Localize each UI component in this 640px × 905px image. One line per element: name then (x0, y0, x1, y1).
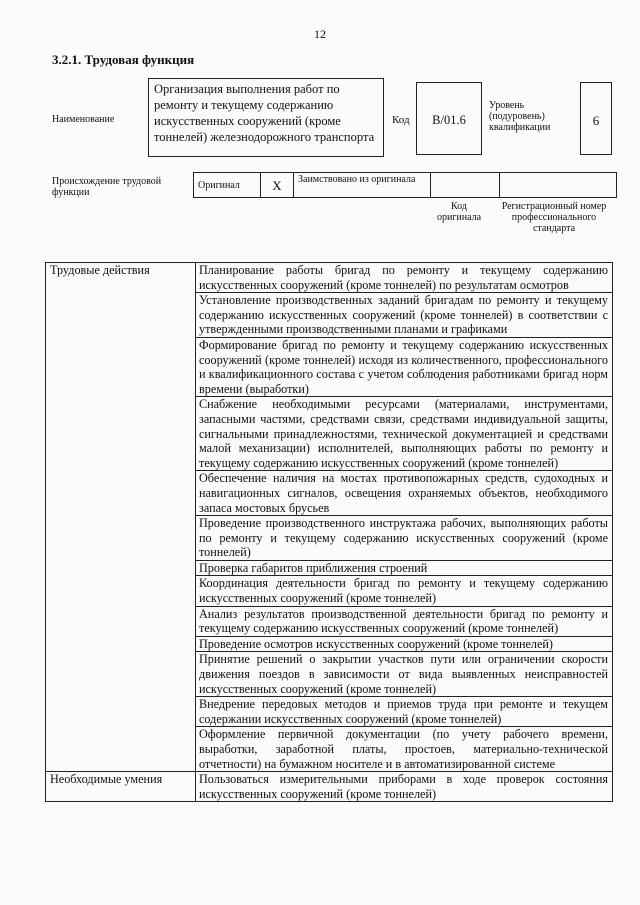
origin-reg-cell (500, 173, 617, 198)
origin-borrowed-label: Заимствовано из оригинала (294, 173, 431, 198)
skills-item: Пользоваться измерительными приборами в ходе проверок состояния искусственных сооружений (кроме тоннелей) (196, 772, 613, 802)
origin-original-label: Оригинал (194, 173, 261, 198)
origin-table (193, 172, 617, 198)
skills-row (46, 772, 613, 802)
function-name-box: Организация выполнения работ по ремонту и текущему содержанию искусственных сооружений (кроме тоннелей) железнодорожного транспорта (148, 78, 384, 157)
labor-actions-item: Проверка габаритов приближения строений (196, 560, 613, 576)
labor-actions-item: Обеспечение наличия на мостах противопожарных средств, судоходных и навигационных сигналов, освещения охраняемых объектов, необходимого запаса мостовых брусьев (196, 471, 613, 516)
labor-actions-item: Проведение осмотров искусственных сооружений (кроме тоннелей) (196, 636, 613, 652)
labor-actions-item: Снабжение необходимыми ресурсами (материалами, инструментами, запасными частями, средствами связи, средствами индивидуальной защиты, сигнальными принадлежностями, технической документацией и средствами малой механизации) исполнителей, выполняющих работы по ремонту и текущему содержанию искусственных сооружений (кроме тоннелей) (196, 397, 613, 471)
labor-actions-item: Проведение производственного инструктажа рабочих, выполняющих работы по ремонту и текущему содержанию искусственных сооружений (кроме тоннелей) (196, 516, 613, 561)
skills-label: Необходимые умения (46, 772, 196, 802)
labor-actions-item: Координация деятельности бригад по ремонту и текущему содержанию искусственных сооружений (кроме тоннелей) (196, 576, 613, 606)
labor-actions-item: Формирование бригад по ремонту и текущему содержанию искусственных сооружений (кроме тоннелей) исходя из количественного, профессионального и квалификационного состава с учетом соблюдения работниками бригад норм времени (выработки) (196, 337, 613, 396)
section-title: 3.2.1. Трудовая функция (52, 52, 195, 67)
labor-actions-item: Принятие решений о закрытии участков пути или ограничении скорости движения поездов в зависимости от вида выявленных неисправностей искусственных сооружений (кроме тоннелей) (196, 652, 613, 697)
page-number: 12 (314, 27, 326, 41)
level-label: Уровень (подуровень) квалификации (489, 100, 551, 133)
labor-actions-item: Установление производственных заданий бригадам по ремонту и текущему содержанию искусственных сооружений (кроме тоннелей) в соответствии с утвержденными производственными планами и графиками (196, 293, 613, 338)
origin-label: Происхождение трудовой функции (52, 176, 162, 198)
labor-actions-row (46, 263, 613, 293)
labor-actions-item: Внедрение передовых методов и приемов труда при ремонте и текущем содержании искусственных сооружений (кроме тоннелей) (196, 697, 613, 727)
origin-x-mark: X (261, 173, 294, 198)
labor-actions-item: Оформление первичной документации (по учету рабочего времени, выработки, заработной платы, простоев, материально-технической отчетности) на бумажном носителе и в автоматизированной системе (196, 727, 613, 772)
origin-code-cell (431, 173, 500, 198)
labor-actions-item: Планирование работы бригад по ремонту и текущему содержанию искусственных сооружений (кроме тоннелей) по результатам осмотров (196, 263, 613, 293)
code-value: B/01.6 (416, 82, 482, 155)
level-value: 6 (580, 82, 612, 155)
labor-actions-item: Анализ результатов производственной деятельности бригад по ремонту и текущему содержанию искусственных сооружений (кроме тоннелей) (196, 606, 613, 636)
labor-actions-label: Трудовые действия (46, 263, 196, 772)
functions-table (45, 262, 613, 802)
reg-number-caption: Регистрационный номер профессионального стандарта (501, 201, 607, 234)
code-label: Код (392, 114, 410, 126)
name-label: Наименование (52, 114, 115, 125)
code-original-caption: Код оригинала (436, 201, 482, 223)
